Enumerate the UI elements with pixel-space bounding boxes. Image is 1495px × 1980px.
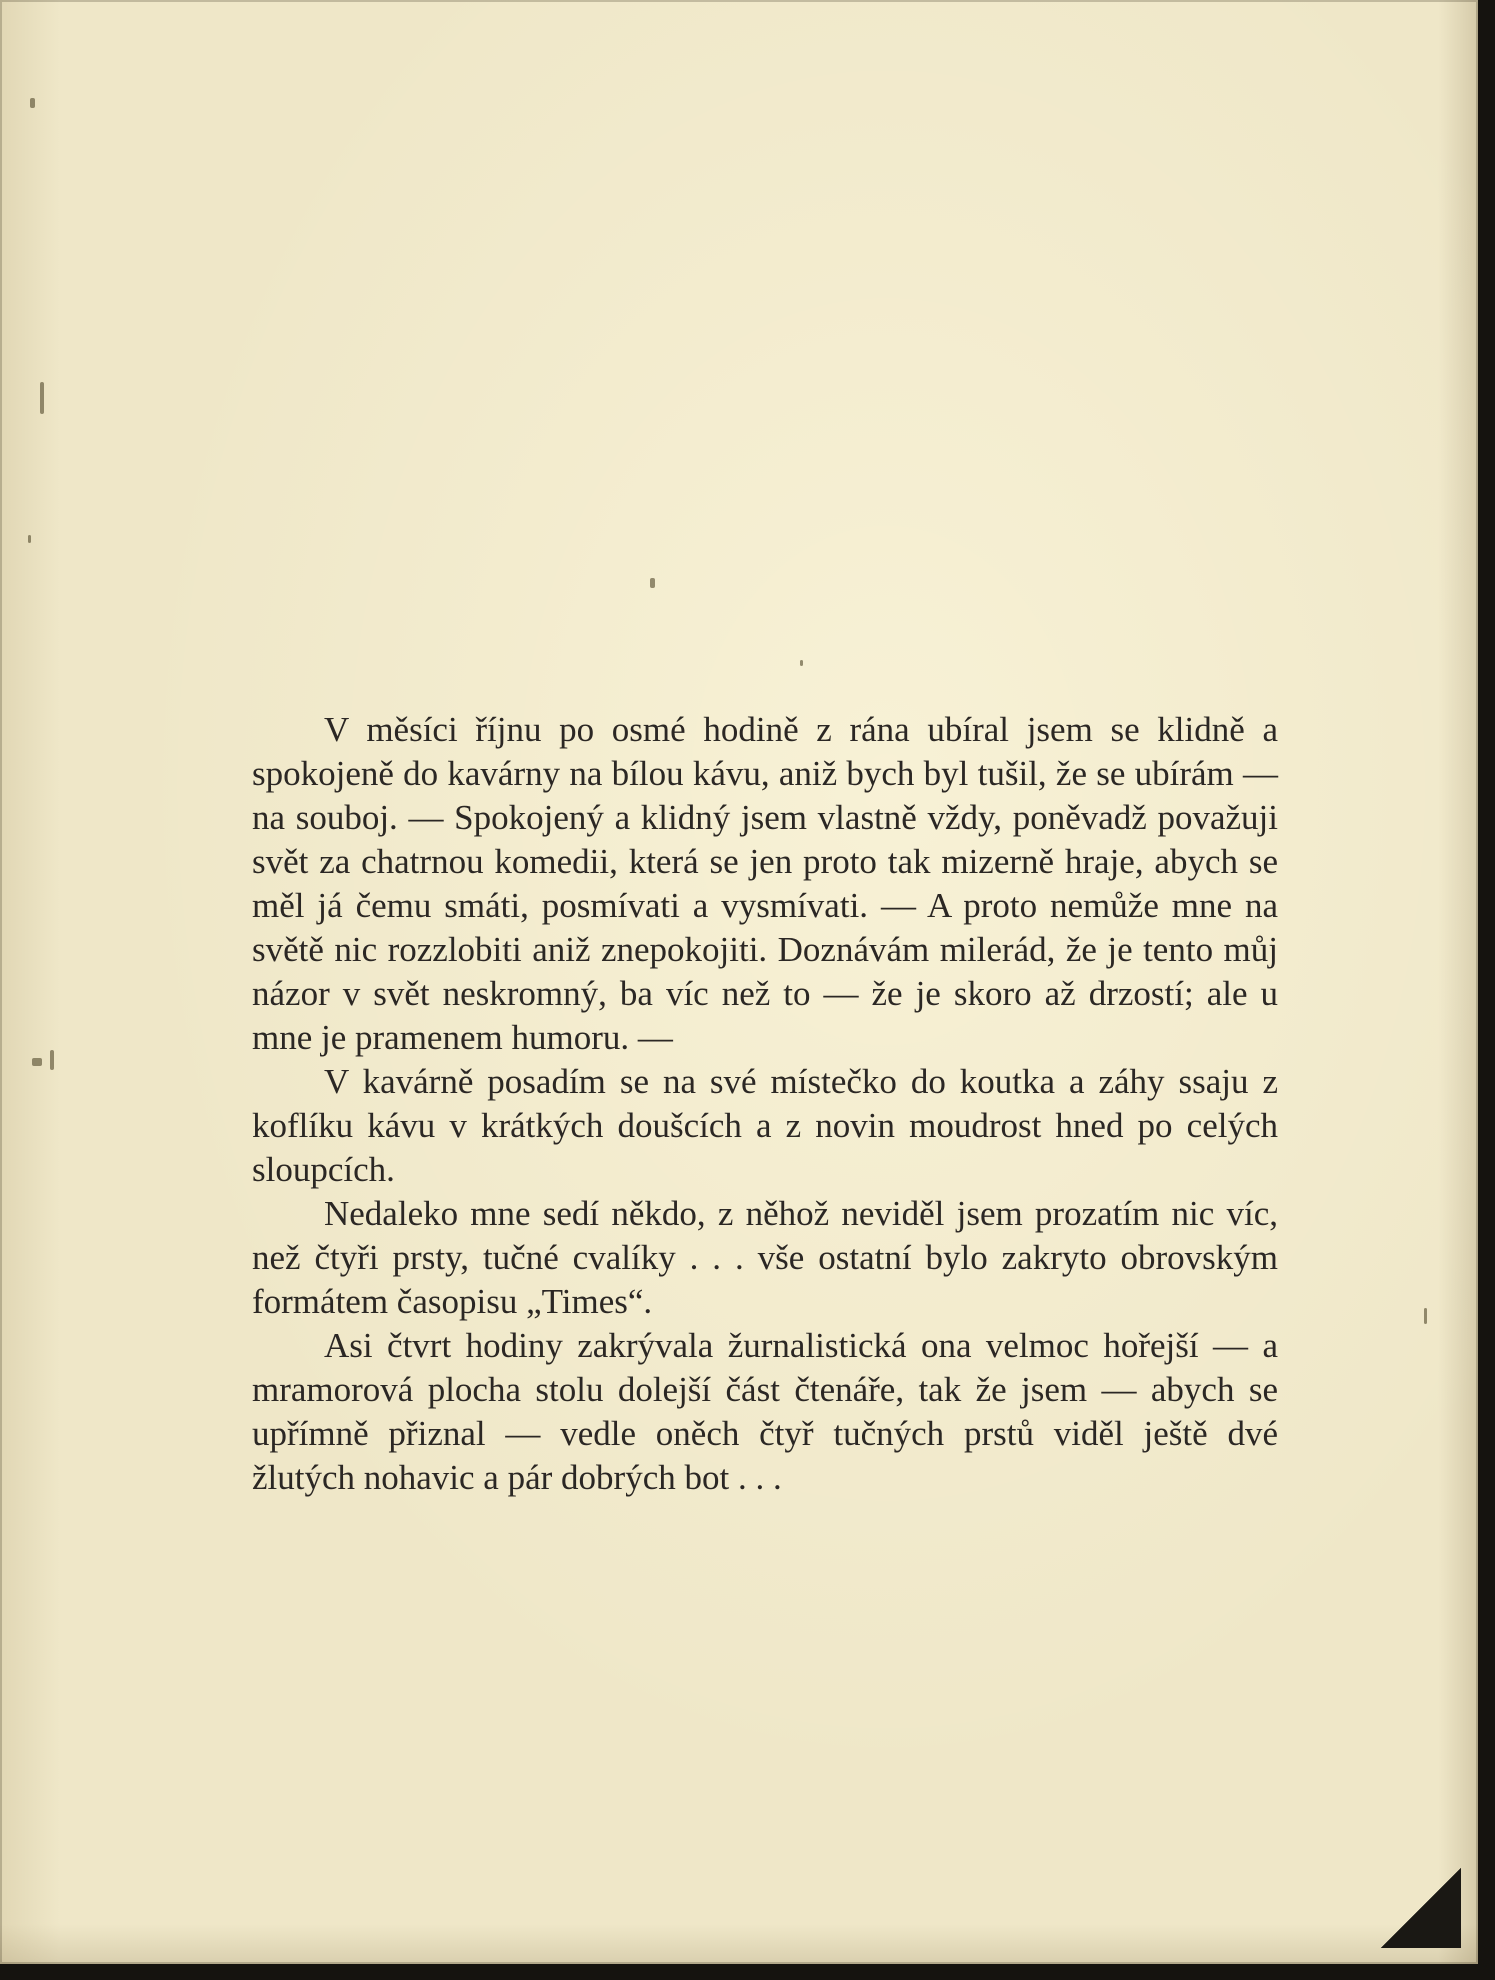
page-corner: [1381, 1868, 1461, 1948]
ink-speck: [32, 1058, 42, 1066]
paragraph: Asi čtvrt hodiny zakrývala žurnalistická ona velmoc hořejší — a mramorová plocha stolu dolejší část čtenáře, tak že jsem — abych se upřímně přiznal — vedle oněch čtyř tučných prstů viděl ještě dvé žlutých nohavic a pár dobrých bot . . .: [252, 1326, 1278, 1497]
body-text: [252, 708, 1278, 1500]
paragraph: V kavárně posadím se na své místečko do koutka a záhy ssaju z koflíku kávu v krátkých doušcích a z novin moudrost hned po celých sloupcích.: [252, 1062, 1278, 1189]
paragraph: V měsíci říjnu po osmé hodině z rána ubíral jsem se klidně a spokojeně do kavárny na bílou kávu, aniž bych byl tušil, že se ubírám — na souboj. — Spokojený a klidný jsem vlastně vždy, poněvadž považuji svět za chatrnou komedii, která se jen proto tak mizerně hraje, abych se měl já čemu smáti, posmívati a vysmívati. — A proto nemůže mne na světě nic rozzlobiti aniž znepokojiti. Doznávám milerád, že je tento můj názor v svět neskromný, ba víc než to — že je skoro až drzostí; ale u mne je pramenem humoru. —: [252, 710, 1278, 1057]
paragraph: Nedaleko mne sedí někdo, z něhož neviděl jsem prozatím nic víc, než čtyři prsty, tučné cvalíky . . . vše ostatní bylo zakryto obrovským formátem časopisu „Times“.: [252, 1194, 1278, 1321]
ink-speck: [650, 578, 655, 588]
ink-speck: [1424, 1308, 1427, 1324]
ink-speck: [800, 660, 803, 666]
ink-speck: [40, 382, 44, 414]
ink-speck: [30, 98, 35, 108]
ink-speck: [50, 1050, 54, 1070]
ink-speck: [28, 535, 31, 543]
